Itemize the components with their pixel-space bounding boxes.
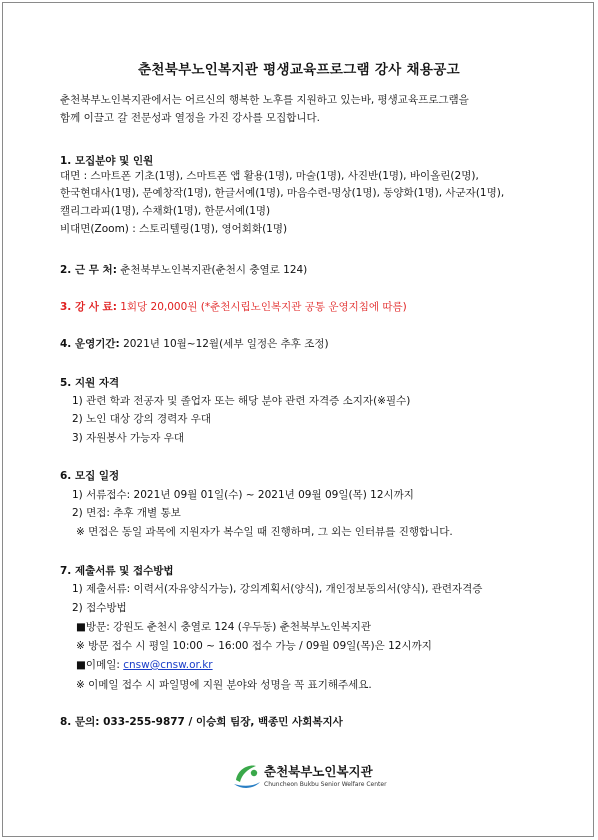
section-7-item-1: 1) 제출서류: 이력서(자유양식가능), 강의계획서(양식), 개인정보동의서(양식), 관련자격증 bbox=[72, 583, 483, 595]
section-6-note: ※ 면접은 동일 과목에 지원자가 복수일 때 진행하며, 그 외는 인터뷰를 진행합니다. bbox=[76, 526, 453, 538]
section-2 bbox=[60, 262, 307, 277]
section-5-item-2: 2) 노인 대상 강의 경력자 우대 bbox=[72, 413, 212, 425]
logo-english-name: Chuncheon Bukbu Senior Welfare Center bbox=[264, 781, 387, 788]
section-7-item-2: 2) 접수방법 bbox=[72, 602, 127, 614]
section-7-email-note: ※ 이메일 접수 시 파일명에 지원 분야와 성명을 꼭 표기해주세요. bbox=[76, 679, 372, 691]
section-6-item-2: 2) 면접: 추후 개별 통보 bbox=[72, 507, 181, 519]
intro-line-2: 함께 이끌고 갈 전문성과 열정을 가진 강사를 모집합니다. bbox=[60, 112, 320, 124]
section-1-line-3: 캘리그라피(1명), 수채화(1명), 한문서예(1명) bbox=[60, 205, 271, 217]
section-4-label: 4. 운영기간: bbox=[60, 338, 120, 350]
section-7-visit: ■방문: 강원도 춘천시 충열로 124 (우두동) 춘천북부노인복지관 bbox=[76, 621, 372, 633]
section-8-contact: 8. 문의: 033-255-9877 / 이승희 팀장, 백종민 사회복지사 bbox=[60, 716, 343, 728]
section-1-line-1: 대면 : 스마트폰 기초(1명), 스마트폰 앱 활용(1명), 마술(1명), 사진반(1명), 바이올린(2명), bbox=[60, 170, 479, 182]
section-3 bbox=[60, 299, 407, 314]
section-6-item-1: 1) 서류접수: 2021년 09월 01일(수) ~ 2021년 09월 09일(목) 12시까지 bbox=[72, 489, 414, 501]
section-5-heading: 5. 지원 자격 bbox=[60, 377, 120, 389]
section-6-heading: 6. 모집 일정 bbox=[60, 470, 120, 482]
section-1-line-2: 한국현대사(1명), 문예창작(1명), 한글서예(1명), 마음수련-명상(1명), 동양화(1명), 사군자(1명), bbox=[60, 187, 505, 199]
section-7-visit-note: ※ 방문 접수 시 평일 10:00 ~ 16:00 접수 가능 / 09월 09일(목)은 12시까지 bbox=[76, 640, 432, 652]
section-4 bbox=[60, 336, 329, 351]
section-4-value: 2021년 10월~12월(세부 일정은 추후 조정) bbox=[119, 338, 329, 350]
email-link[interactable]: cnsw@cnsw.or.kr bbox=[123, 659, 213, 671]
section-7-email-row bbox=[76, 657, 213, 672]
logo-name: 춘천북부노인복지관 bbox=[264, 764, 373, 779]
center-logo bbox=[232, 760, 387, 796]
section-5-item-3: 3) 자원봉사 가능자 우대 bbox=[72, 432, 185, 444]
section-2-label: 2. 근 무 처: bbox=[60, 264, 117, 276]
section-5-item-1: 1) 관련 학과 전공자 및 졸업자 또는 해당 분야 관련 자격증 소지자(※필수) bbox=[72, 395, 411, 407]
intro-line-1: 춘천북부노인복지관에서는 어르신의 행복한 노후를 지원하고 있는바, 평생교육프로그램을 bbox=[60, 94, 469, 106]
section-3-value: 1회당 20,000원 (*춘천시립노인복지관 공통 운영지침에 따름) bbox=[116, 301, 407, 313]
section-7-email-label: ■이메일: bbox=[76, 659, 124, 671]
section-1-heading: 1. 모집분야 및 인원 bbox=[60, 155, 154, 167]
section-3-label: 3. 강 사 료: bbox=[60, 301, 117, 313]
page-title: 춘천북부노인복지관 평생교육프로그램 강사 채용공고 bbox=[138, 62, 460, 78]
logo-mark-icon bbox=[232, 760, 262, 792]
section-7-heading: 7. 제출서류 및 접수방법 bbox=[60, 565, 174, 577]
section-2-value: 춘천북부노인복지관(춘천시 충열로 124) bbox=[116, 264, 308, 276]
section-1-line-4: 비대면(Zoom) : 스토리텔링(1명), 영어회화(1명) bbox=[60, 223, 288, 235]
